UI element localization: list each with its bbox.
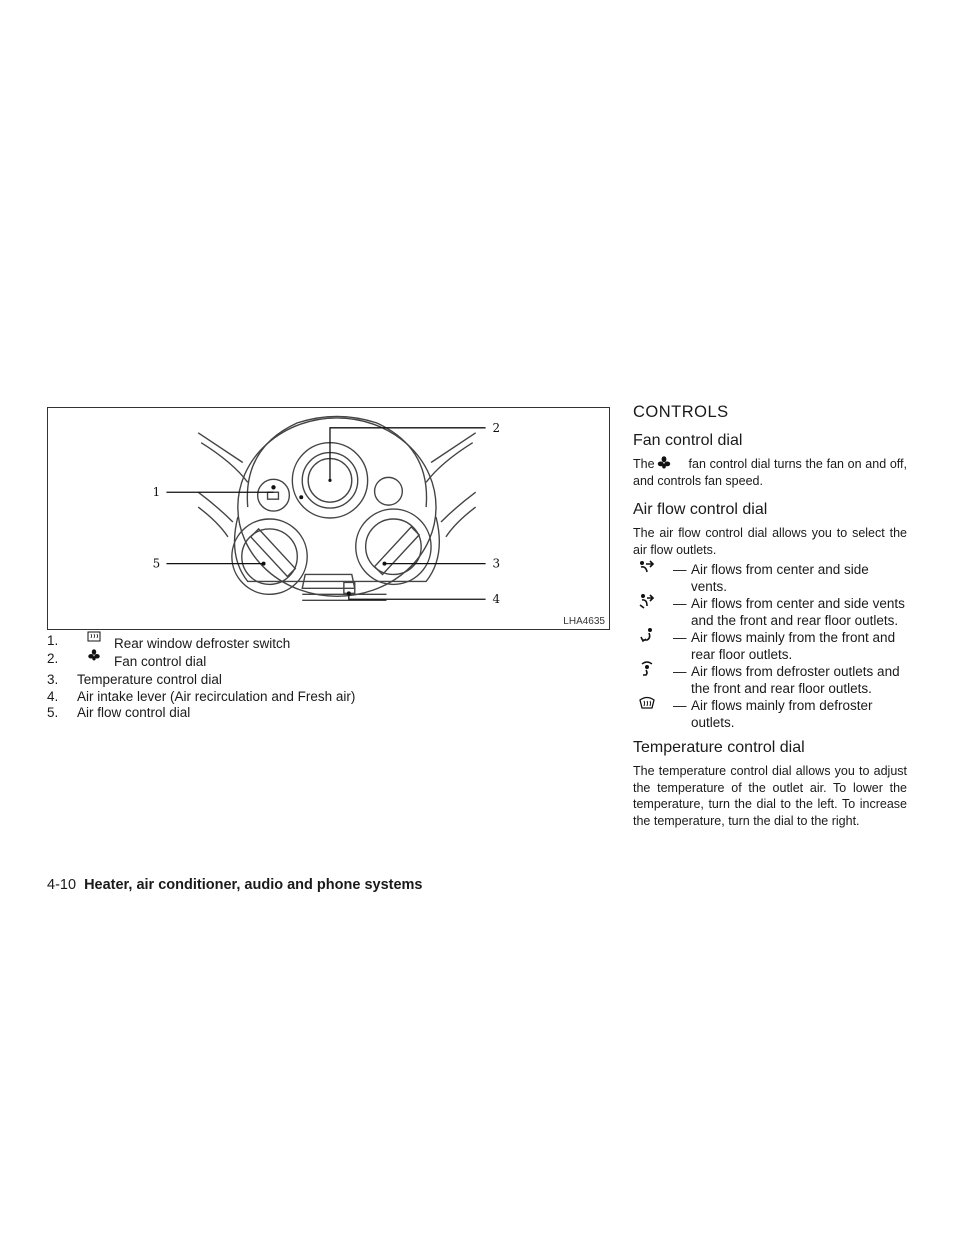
airflow-dial-description: The air flow control dial allows you to select the air flow outlets. [633, 526, 907, 557]
fan-dial-description [633, 456, 907, 489]
controls-figure [47, 407, 610, 630]
caption-item [47, 651, 377, 672]
callout-5: 5 [152, 556, 161, 571]
fan-icon [87, 649, 101, 661]
figure-id: LHA4635 [563, 616, 605, 627]
temp-dial-heading: Temperature control dial [633, 739, 805, 756]
caption-item [47, 672, 377, 689]
airflow-mode-text: Air flows from center and side vents and the front and rear floor outlets. [691, 596, 905, 628]
airflow-mode-item: — Air flows from defroster outlets and the front and rear floor outlets. [633, 664, 907, 697]
caption-item [47, 705, 377, 722]
page-footer [47, 877, 422, 893]
vent-floor-icon [638, 627, 656, 643]
caption-number: 4. [47, 688, 59, 704]
section-title: Heater, air conditioner, audio and phone systems [84, 877, 423, 893]
climate-panel-illustration [48, 408, 609, 629]
fan-dial-heading: Fan control dial [633, 432, 743, 449]
figure-captions [47, 633, 377, 722]
defroster-icon [638, 695, 656, 711]
page-number: 4-10 [47, 877, 77, 893]
caption-text: Rear window defroster switch [114, 636, 291, 651]
vent-floor-defrost-icon [638, 661, 656, 677]
fan-icon [657, 456, 671, 469]
caption-text: Air intake lever (Air recirculation and Fresh air) [77, 688, 356, 704]
airflow-mode-item: — Air flows mainly from defroster outlets. [633, 698, 907, 731]
callout-1: 1 [152, 485, 161, 500]
caption-item [47, 689, 377, 706]
caption-text: Temperature control dial [77, 672, 222, 687]
section-heading: CONTROLS [633, 403, 729, 421]
fan-desc-body: fan control dial turns the fan on and off, and controls fan speed. [633, 457, 907, 488]
airflow-mode-item: — Air flows from center and side vents and the front and rear floor outlets. [633, 596, 907, 629]
caption-text: Fan control dial [114, 654, 207, 669]
airflow-dial-heading: Air flow control dial [633, 501, 768, 518]
rear-defroster-icon [87, 631, 101, 643]
airflow-mode-item: — Air flows from center and side vents. [633, 562, 907, 595]
airflow-mode-text: Air flows mainly from the front and rear floor outlets. [691, 630, 896, 662]
callout-3: 3 [492, 556, 501, 571]
temp-dial-description: The temperature control dial allows you to adjust the temperature of the outlet air. To lower the temperature, turn the dial to the left. To increase the temperature, turn the dial to the right. [633, 764, 907, 828]
caption-number: 3. [47, 672, 59, 687]
airflow-mode-text: Air flows from defroster outlets and the front and rear floor outlets. [691, 664, 900, 696]
caption-text: Air flow control dial [77, 705, 191, 720]
caption-number: 2. [47, 651, 59, 666]
callout-2: 2 [492, 420, 501, 435]
airflow-mode-item: — Air flows mainly from the front and rear floor outlets. [633, 630, 907, 663]
vent-face-icon [638, 559, 656, 575]
airflow-mode-text: Air flows mainly from defroster outlets. [691, 698, 873, 730]
caption-number: 5. [47, 705, 59, 720]
controls-section [633, 400, 907, 833]
caption-number: 1. [47, 633, 59, 648]
airflow-mode-text: Air flows from center and side vents. [691, 562, 869, 594]
fan-desc-pre: The [633, 457, 655, 471]
airflow-modes-list [633, 562, 907, 731]
vent-bilevel-icon [638, 593, 656, 609]
callout-4: 4 [492, 592, 501, 607]
